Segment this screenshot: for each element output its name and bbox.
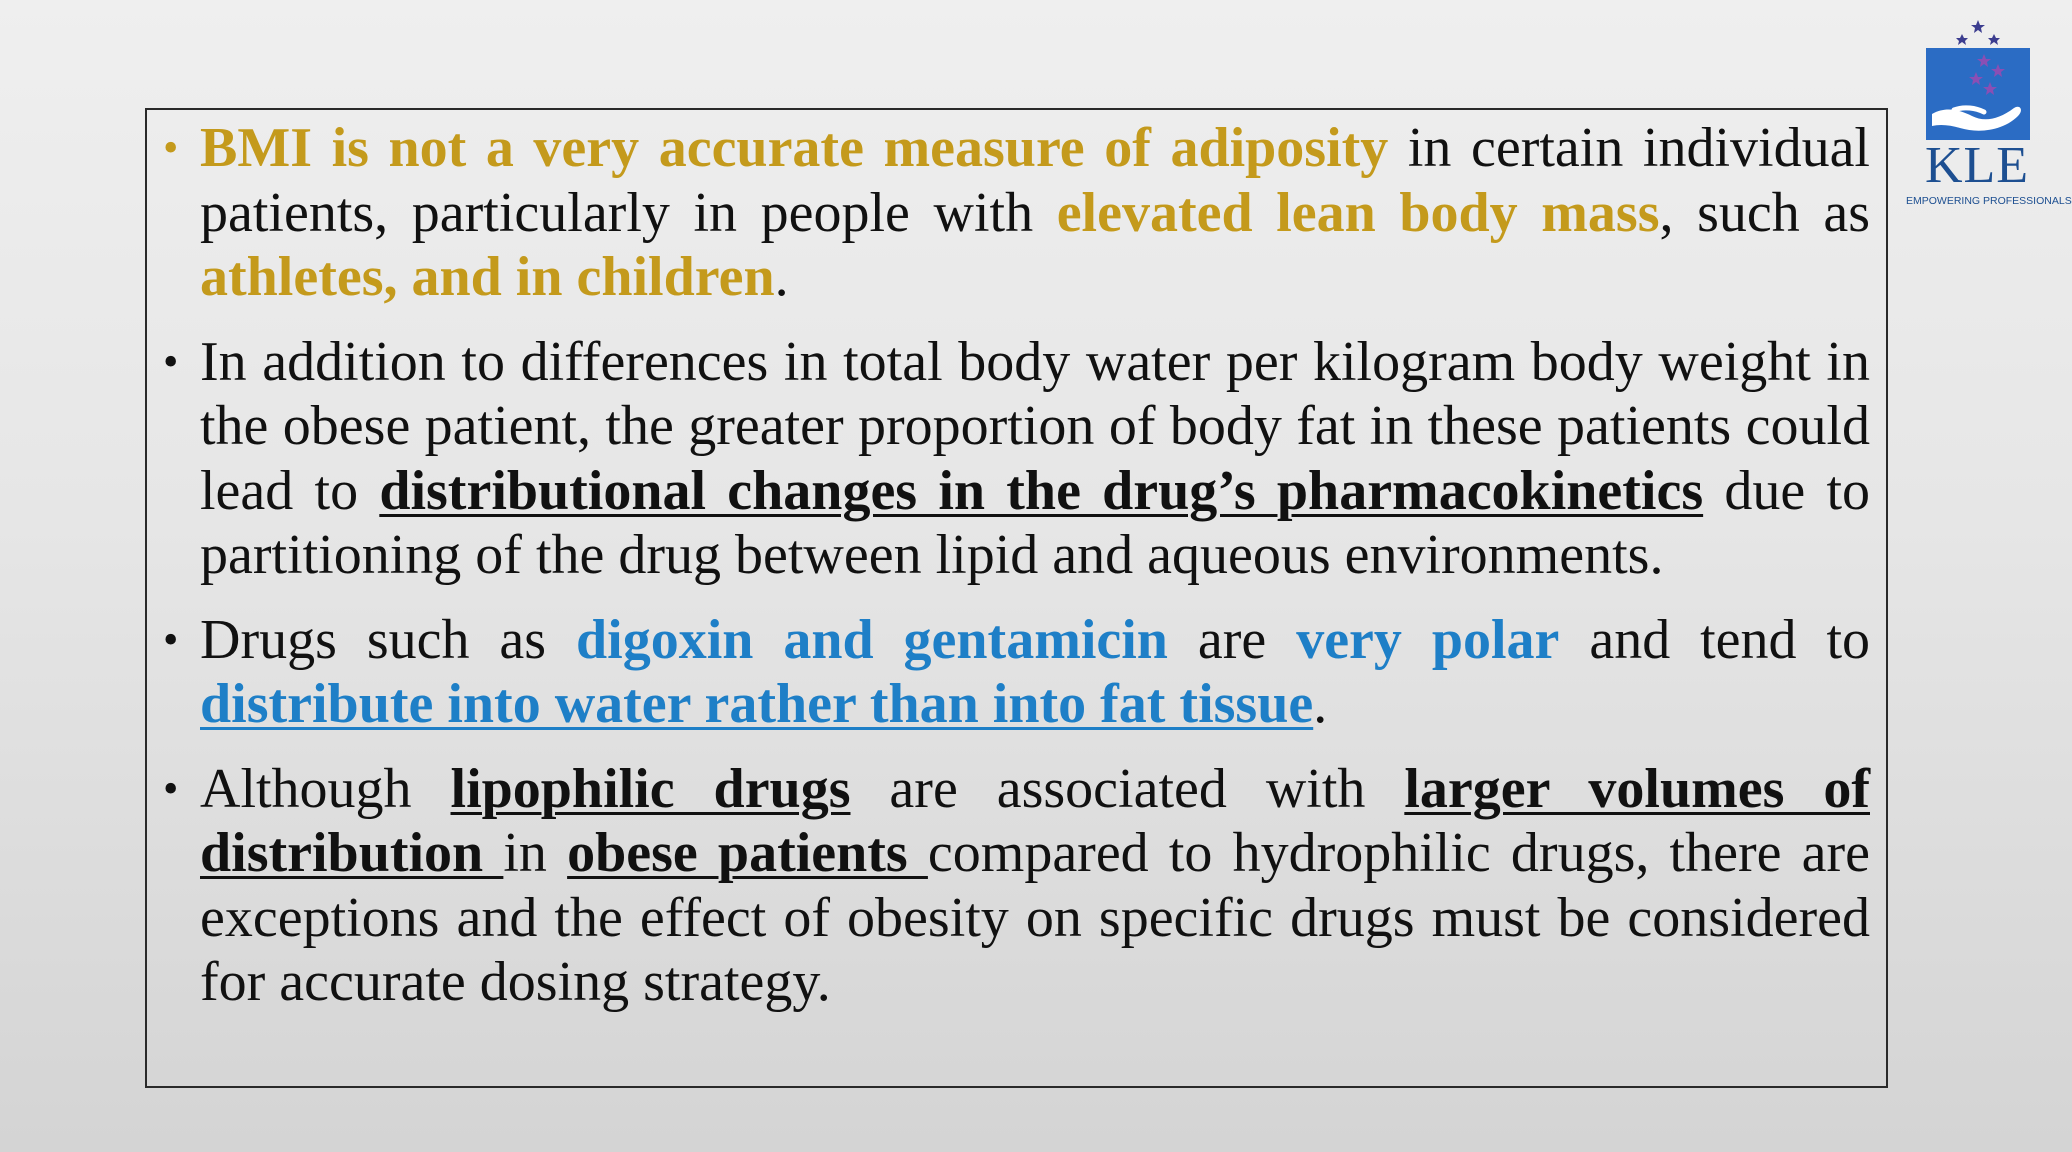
- logo-tagline: EMPOWERING PROFESSIONALS: [1906, 195, 2072, 207]
- text-segment: Drugs such as: [200, 608, 576, 671]
- text-segment: and tend to: [1559, 608, 1871, 671]
- emphasis-obese-patients: obese patients: [567, 822, 928, 884]
- text-segment: in: [503, 822, 568, 884]
- text-segment: are: [1167, 608, 1297, 671]
- text-segment: due to partitioning of the drug between lipid and aqueous environments.: [200, 459, 1871, 586]
- bullet-bmi-adiposity: [163, 116, 1870, 310]
- text-segment: are associated with: [850, 757, 1405, 820]
- text-segment: , such as: [1659, 181, 1871, 244]
- highlight-very-polar: very polar: [1296, 608, 1560, 671]
- kle-hand-stars-icon: [1924, 14, 2032, 140]
- highlight-lean-body-mass: elevated lean body mass: [1056, 181, 1660, 244]
- text-segment: .: [774, 246, 789, 308]
- emphasis-lipophilic-drugs: lipophilic drugs: [450, 757, 851, 820]
- bullet-lipophilic-drugs: [163, 757, 1870, 1015]
- bullet-body-water-distribution: [163, 330, 1870, 588]
- text-segment: In addition to differences in total body water per kilogram body weight in the obese patient, the greater proportion of body fat in these patients could lead to: [200, 330, 1870, 522]
- content-box: [145, 108, 1888, 1088]
- text-segment: Although: [200, 757, 451, 820]
- text-segment: .: [1313, 673, 1328, 735]
- highlight-digoxin-gentamicin: digoxin and gentamicin: [575, 608, 1168, 671]
- highlight-bmi-not-accurate: BMI is not a very accurate measure of adiposity: [200, 117, 1389, 179]
- emphasis-larger-volumes: larger volumes of distribution: [200, 757, 1870, 884]
- highlight-athletes-children: athletes, and in children: [200, 246, 775, 308]
- bullet-list: [163, 116, 1870, 1015]
- text-segment: in certain individual patients, particularly in people with: [200, 117, 1870, 244]
- highlight-distribute-into-water: distribute into water rather than into fat tissue: [200, 673, 1314, 735]
- bullet-polar-drugs: [163, 608, 1870, 737]
- text-segment: compared to hydrophilic drugs, there are exceptions and the effect of obesity on specific drugs must be considered for accurate dosing strategy.: [200, 822, 1870, 1013]
- emphasis-distributional-changes: distributional changes in the drug’s pharmacokinetics: [379, 459, 1704, 522]
- logo-wordmark: KLE: [1924, 137, 2030, 194]
- kle-logo: [1906, 14, 2072, 214]
